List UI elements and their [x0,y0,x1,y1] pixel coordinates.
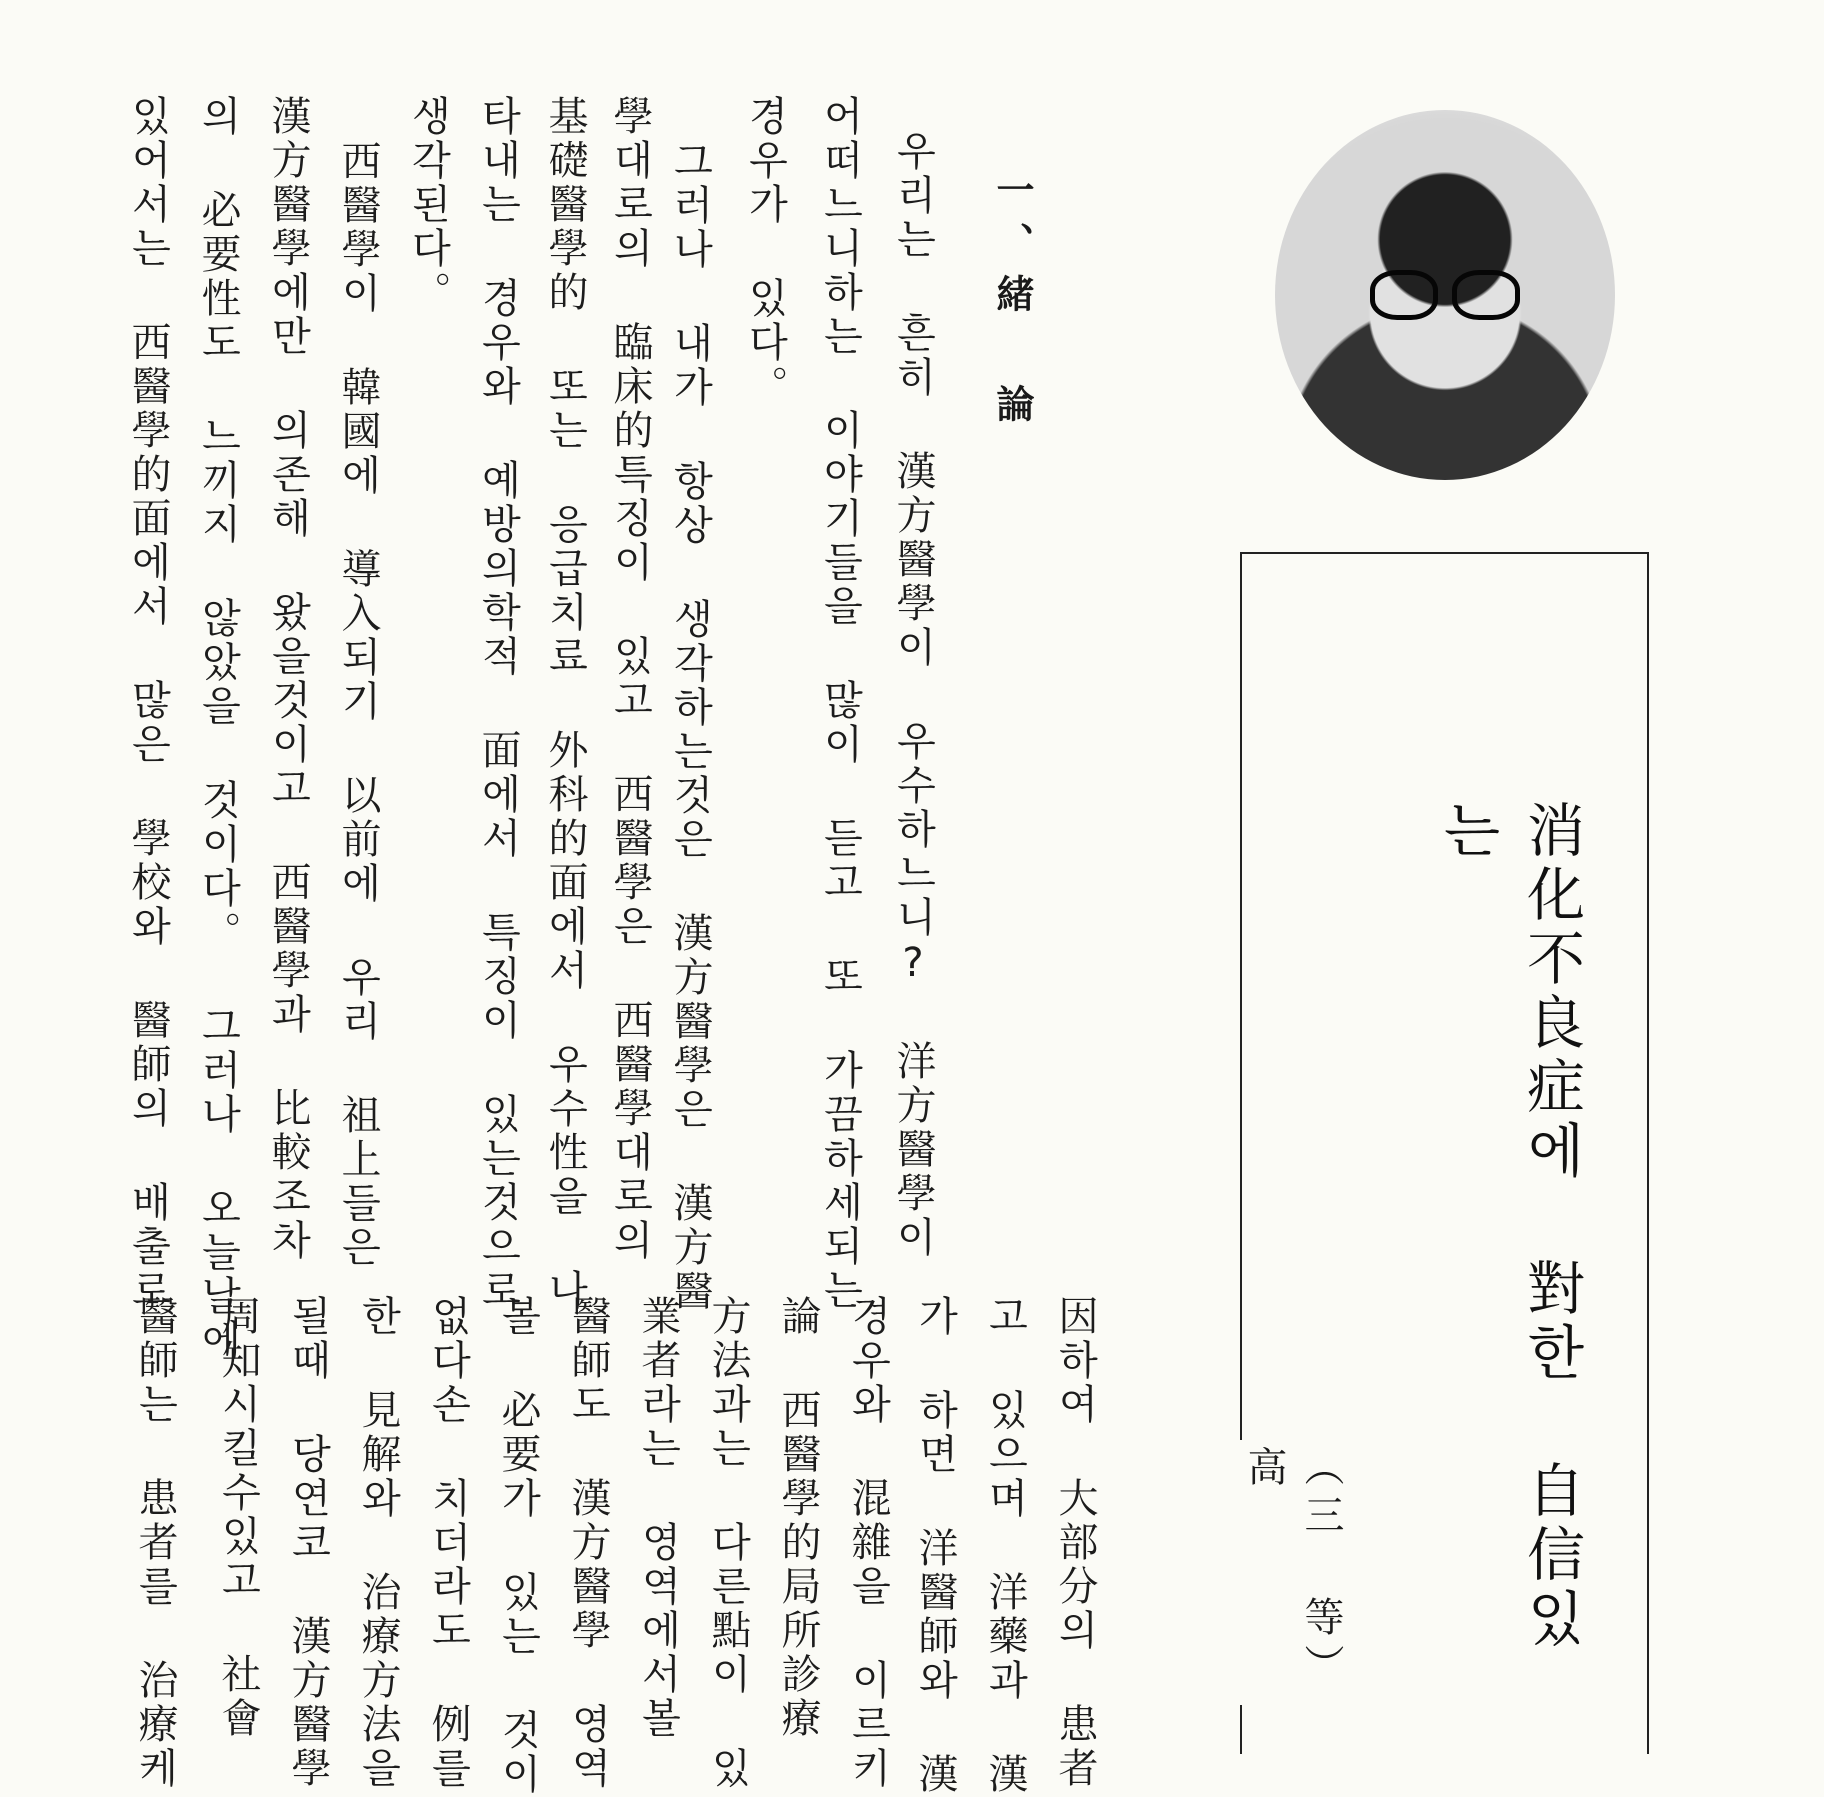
text-column: 因하여 大部分의 患者 [1052,1295,1098,1791]
text-column: 의 必要性도 느끼지 않았을 것이다。 그러나 오늘날에 [195,95,241,1363]
author-portrait-photo [1275,110,1615,480]
text-column: 될때 당연코 漢方醫學 [285,1295,331,1791]
text-column: 가 하면 洋醫師와 漢 [912,1295,958,1797]
text-column: 볼 必要가 있는 것이 [495,1295,541,1797]
author-line [1236,1440,1350,1705]
text-column: 경우가 있다。 [742,95,788,409]
text-column: 周知시킬수있고 社會 [215,1295,261,1741]
text-column: 醫師도 漢方醫學 영역 [565,1295,611,1791]
text-column: 고 있으며 洋藥과 漢 [982,1295,1028,1797]
text-column: 基礎醫學的 또는 응급치료 外科的面에서 우수性을 나 [542,95,588,1313]
text-column: 타내는 경우와 예방의학적 面에서 특징이 있는것으로 [475,95,521,1313]
text-column: 그러나 내가 항상 생각하는것은 漢方醫學은 漢方醫 [667,140,713,1314]
text-column: 한 見解와 治療方法을 [355,1295,401,1791]
text-column: 學대로의 臨床的특징이 있고 西醫學은 西醫學대로의 [607,95,653,1263]
author-name: 高 [1241,1446,1287,1494]
text-column: 경우와 混雜을 이르키 [845,1295,891,1791]
text-column: 漢方醫學에만 의존해 왔을것이고 西醫學과 比較조차 [265,95,311,1263]
text-column: 어떠느니하는 이야기들을 많이 듣고 또 가끔하세되는 [817,95,863,1313]
text-column: 西醫學이 韓國에 導入되기 以前에 우리 祖上들은 [335,140,381,1270]
author-rank: （三 等） [1298,1446,1344,1692]
text-column: 없다손 치더라도 例를 [425,1295,471,1791]
text-column: 있어서는 西醫學的面에서 많은 學校와 醫師의 배출로 [125,95,171,1313]
text-column: 醫師는 患者를 治療케 [132,1295,178,1791]
text-column: 생각된다。 [405,95,451,315]
text-column: 方法과는 다른點이 있 [705,1295,751,1791]
text-column: 우리는 흔히 漢方醫學이 우수하느니? 洋方醫學이 [890,130,936,1260]
glasses-icon [1370,270,1520,310]
section-heading: 一、緒 論 [990,170,1034,436]
text-column: 業者라는 영역에서볼 [635,1295,681,1741]
article-title: 消化不良症에 對한 自信있는 [1433,800,1585,1652]
text-column: 論 西醫學的局所診療 [775,1295,821,1741]
